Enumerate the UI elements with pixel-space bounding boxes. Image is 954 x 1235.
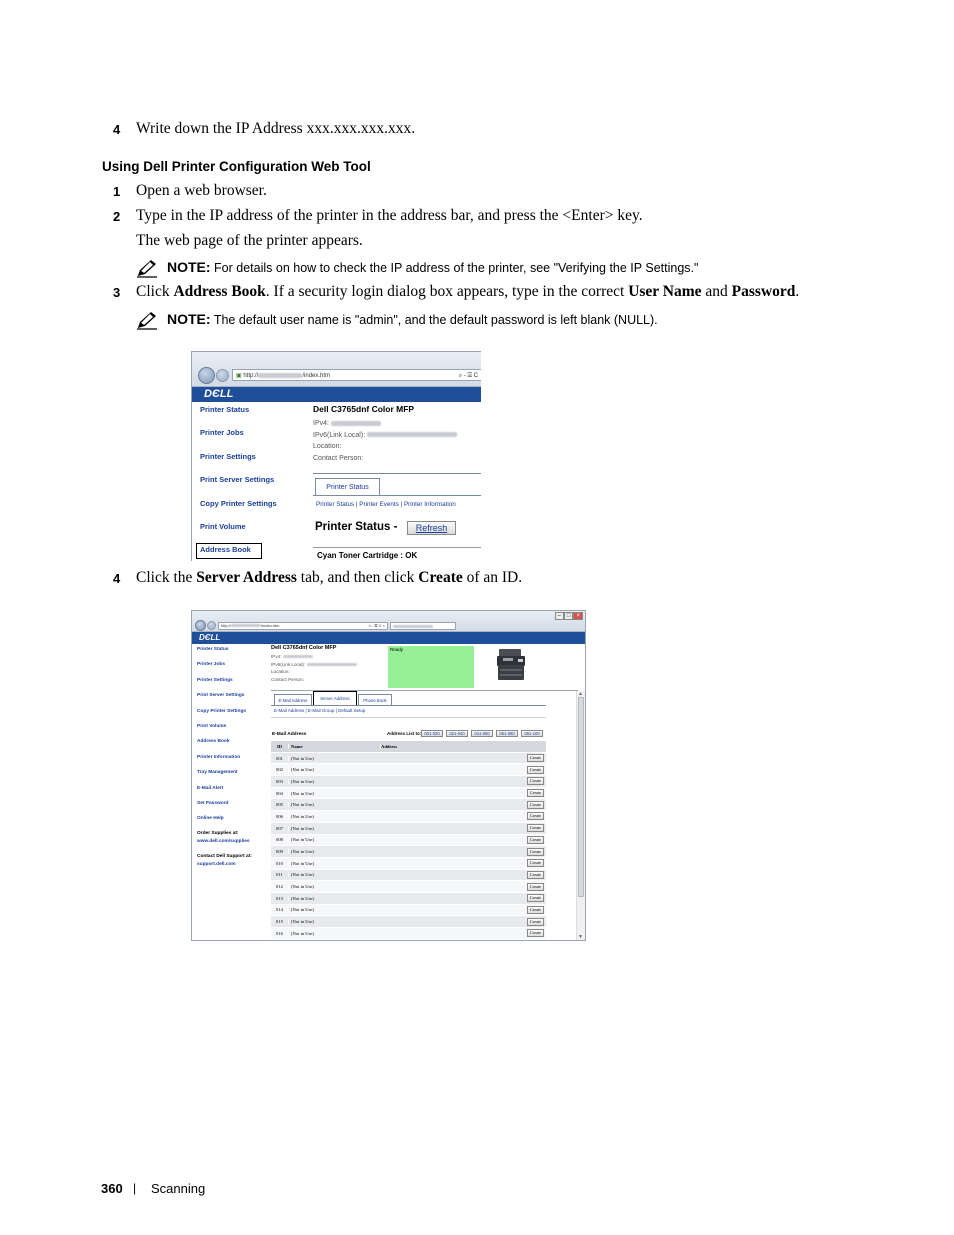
browser-toolbar xyxy=(192,611,585,632)
row-name: (Not in Use) xyxy=(288,896,380,901)
table-row xyxy=(271,905,546,917)
contact-support-link[interactable]: support.dell.com xyxy=(197,862,236,867)
table-row xyxy=(271,811,546,823)
table-body xyxy=(271,753,546,940)
row-id: 011 xyxy=(276,872,283,878)
sidebar-link[interactable]: Address Book xyxy=(197,739,230,745)
step-number: 4 xyxy=(113,571,121,586)
sidebar-link[interactable]: Print Volume xyxy=(197,724,227,729)
table-row xyxy=(271,823,546,835)
row-name: (Not in Use) xyxy=(288,861,380,866)
row-id: 014 xyxy=(276,907,283,913)
create-button[interactable]: Create xyxy=(527,836,544,844)
create-button[interactable]: Create xyxy=(527,871,544,879)
row-action xyxy=(488,777,546,785)
row-action xyxy=(488,929,546,937)
note xyxy=(167,311,658,327)
sidebar-link[interactable]: Copy Printer Settings xyxy=(200,499,277,508)
order-supplies-link[interactable]: www.dell.com/supplies xyxy=(197,839,250,844)
model-name: Dell C3765dnf Color MFP xyxy=(313,404,415,414)
footer-section: Scanning xyxy=(151,1181,206,1196)
blurred-ip xyxy=(258,373,302,378)
blurred-value xyxy=(307,663,357,666)
range-button[interactable]: 061-080 xyxy=(496,730,518,737)
step-text: Open a web browser. xyxy=(136,182,267,199)
scroll-down-icon[interactable]: ▼ xyxy=(578,934,583,940)
blurred-value xyxy=(331,421,381,426)
maximize-icon[interactable]: □ xyxy=(564,612,574,620)
sidebar-link[interactable]: Printer Status xyxy=(200,405,250,414)
create-button[interactable]: Create xyxy=(527,929,544,937)
sidebar-link[interactable]: Print Volume xyxy=(200,522,246,531)
text-run: and xyxy=(701,283,732,300)
create-button[interactable]: Create xyxy=(527,824,544,832)
status-panel: Ready xyxy=(388,646,474,688)
sidebar-link[interactable]: Printer Information xyxy=(197,754,241,760)
table-row xyxy=(271,846,546,858)
row-name: (Not in Use) xyxy=(288,849,380,854)
row-name: (Not in Use) xyxy=(288,907,380,912)
tab-printer-status[interactable]: Printer Status xyxy=(315,478,380,496)
printer-icon xyxy=(494,647,528,683)
table-row xyxy=(271,799,546,811)
row-id: 010 xyxy=(276,860,283,866)
address-book-highlight xyxy=(196,543,262,559)
address-bar[interactable] xyxy=(232,369,481,381)
ui-term: Address Book xyxy=(173,283,266,300)
row-action xyxy=(488,894,546,902)
sidebar-link[interactable]: Print Server Settings xyxy=(197,693,245,699)
create-button[interactable]: Create xyxy=(527,894,544,902)
url-suffix: /index.htm xyxy=(302,373,331,380)
row-id: 013 xyxy=(276,895,283,901)
step-text xyxy=(136,283,799,301)
forward-button[interactable] xyxy=(216,369,229,382)
row-action xyxy=(488,918,546,926)
step-text: Type in the IP address of the printer in the address bar, and press the <Enter> key. xyxy=(136,207,643,224)
text-run: of an ID. xyxy=(462,569,523,586)
section-heading: Using Dell Printer Configuration Web Tool xyxy=(102,159,371,174)
close-icon[interactable]: × xyxy=(573,612,583,620)
label: IPv6(Link Local): xyxy=(313,431,366,439)
text-run: tab, and then click xyxy=(296,569,419,586)
dell-logo: DЄLL xyxy=(192,632,585,644)
row-id: 004 xyxy=(276,790,283,796)
row-id: 005 xyxy=(276,802,283,808)
scrollbar[interactable] xyxy=(576,691,585,940)
sidebar-link[interactable]: Online Help xyxy=(197,816,224,822)
sidebar-link[interactable]: E-Mail Alert xyxy=(197,785,224,791)
back-button[interactable] xyxy=(198,367,215,384)
table-row xyxy=(271,858,546,870)
row-name: (Not in Use) xyxy=(288,791,380,796)
printer-info xyxy=(271,653,357,684)
table-row xyxy=(271,881,546,893)
scroll-up-icon[interactable]: ▲ xyxy=(578,691,583,697)
table-row xyxy=(271,753,546,765)
row-action xyxy=(488,848,546,856)
create-button[interactable]: Create xyxy=(527,754,544,762)
row-name: (Not in Use) xyxy=(288,779,380,784)
row-id: 007 xyxy=(276,825,283,831)
row-name: (Not in Use) xyxy=(288,826,380,831)
sidebar-link[interactable]: Copy Printer Settings xyxy=(197,708,247,714)
info-ipv6 xyxy=(313,430,457,442)
range-button[interactable]: 001-020 xyxy=(421,730,443,737)
url-tools[interactable]: ⌕ - ☒ C × xyxy=(368,623,385,628)
blurred-title xyxy=(393,625,433,628)
info-ipv4 xyxy=(271,653,357,661)
note-text: For details on how to check the IP address of the printer, see "Verifying the IP Settings." xyxy=(214,261,699,275)
cartridge-status: Cyan Toner Cartridge : OK xyxy=(317,551,418,560)
row-action xyxy=(488,754,546,762)
address-list-label: Address List to: xyxy=(387,731,422,736)
page-number: 360 xyxy=(101,1181,123,1196)
note-label: NOTE: xyxy=(167,311,211,327)
sidebar-link[interactable]: Printer Jobs xyxy=(197,662,225,668)
sidebar-link[interactable]: Tray Management xyxy=(197,770,238,776)
table-row xyxy=(271,928,546,940)
step-number: 4 xyxy=(113,122,121,137)
info-location: Location: xyxy=(271,669,290,675)
text-run: Click the xyxy=(136,569,197,586)
row-action xyxy=(488,824,546,832)
row-id: 016 xyxy=(276,930,283,936)
range-button[interactable]: 081-100 xyxy=(521,730,543,737)
ui-term: Create xyxy=(418,569,463,586)
info-ipv4 xyxy=(313,418,457,430)
create-button[interactable]: Create xyxy=(527,812,544,820)
sidebar-link[interactable]: Printer Settings xyxy=(200,452,256,461)
info-contact: Contact Person: xyxy=(313,454,364,462)
sidebar-link[interactable]: Printer Status xyxy=(197,647,229,652)
divider xyxy=(313,473,481,474)
create-button[interactable]: Create xyxy=(527,801,544,809)
note-text: The default user name is "admin", and the default password is left blank (NULL). xyxy=(213,313,658,327)
row-id: 001 xyxy=(276,755,283,761)
browser-tab[interactable] xyxy=(390,622,456,630)
row-action xyxy=(488,883,546,891)
tab-server-address[interactable]: Server Address xyxy=(313,691,357,705)
table-header xyxy=(271,741,546,753)
row-id: 015 xyxy=(276,919,283,925)
info-ipv6 xyxy=(271,661,357,669)
row-action xyxy=(488,801,546,809)
sub-links[interactable]: E-Mail Address | E-Mail Group | Default Setup xyxy=(274,708,366,713)
footer-separator: | xyxy=(133,1181,137,1195)
sidebar-link[interactable]: Printer Settings xyxy=(197,677,233,683)
row-action xyxy=(488,812,546,820)
create-button[interactable]: Create xyxy=(527,848,544,856)
row-id: 003 xyxy=(276,778,283,784)
col-address: Address xyxy=(380,744,488,749)
blurred-value xyxy=(367,432,457,437)
col-id: ID xyxy=(276,743,283,749)
row-name: (Not in Use) xyxy=(288,756,380,761)
row-name: (Not in Use) xyxy=(288,931,380,936)
table-row xyxy=(271,916,546,928)
tab-phone-book[interactable]: Phone Book xyxy=(358,694,392,705)
tab-baseline xyxy=(313,495,481,496)
sidebar-link[interactable]: Print Server Settings xyxy=(200,475,275,484)
row-name: (Not in Use) xyxy=(288,837,380,842)
note-label: NOTE: xyxy=(167,259,211,275)
create-button[interactable]: Create xyxy=(527,906,544,914)
dell-logo: DЄLL xyxy=(192,387,481,402)
step-subtext: The web page of the printer appears. xyxy=(136,232,363,249)
browser-screenshot-address-book xyxy=(191,351,481,561)
step-number: 1 xyxy=(113,184,121,199)
create-button[interactable]: Create xyxy=(527,789,544,797)
table-title: E-Mail Address xyxy=(272,732,307,737)
create-button[interactable]: Create xyxy=(527,777,544,785)
sidebar-link[interactable]: Printer Jobs xyxy=(200,428,244,437)
ui-term: Server Address xyxy=(196,569,297,586)
browser-toolbar xyxy=(192,352,481,387)
step-text: Write down the IP Address xxx.xxx.xxx.xxx. xyxy=(136,120,416,137)
email-address-table xyxy=(271,741,546,940)
tab-baseline xyxy=(271,705,546,706)
row-id: 006 xyxy=(276,813,283,819)
row-name: (Not in Use) xyxy=(288,802,380,807)
ui-term: Password xyxy=(731,283,796,300)
step-text xyxy=(136,569,522,587)
blurred-ip xyxy=(231,624,261,627)
info-contact: Contact Person: xyxy=(271,677,304,683)
col-name: Name xyxy=(288,744,380,749)
note xyxy=(167,259,698,275)
note-pencil-icon xyxy=(136,310,158,330)
row-id: 012 xyxy=(276,884,283,890)
create-button[interactable]: Create xyxy=(527,766,544,774)
printer-info xyxy=(313,418,457,464)
model-name: Dell C3765dnf Color MFP xyxy=(271,645,337,651)
text-run: . xyxy=(795,283,800,300)
range-button[interactable]: 021-040 xyxy=(446,730,468,737)
label: IPv4: xyxy=(313,420,329,427)
blurred-value xyxy=(283,655,313,658)
label: IPv4: xyxy=(271,654,282,659)
back-button[interactable] xyxy=(195,620,206,631)
divider xyxy=(313,547,481,548)
table-row xyxy=(271,776,546,788)
refresh-button[interactable]: Refresh xyxy=(407,521,456,535)
row-name: (Not in Use) xyxy=(288,814,380,819)
info-location: Location: xyxy=(313,443,342,450)
text-run: . If a security login dialog box appears, type in the correct xyxy=(265,283,629,300)
order-supplies-label: Order Supplies at: xyxy=(197,831,239,836)
create-button[interactable]: Create xyxy=(527,859,544,867)
row-action xyxy=(488,906,546,914)
window-controls[interactable] xyxy=(555,613,583,619)
text-run: Click xyxy=(136,283,174,300)
tab-email-address[interactable]: E-Mail Address xyxy=(274,694,312,705)
create-button[interactable]: Create xyxy=(527,883,544,891)
scrollbar-thumb[interactable] xyxy=(578,697,584,897)
row-name: (Not in Use) xyxy=(288,767,380,772)
table-row xyxy=(271,870,546,882)
url-suffix: /index.htm xyxy=(261,623,280,628)
step-number: 2 xyxy=(113,209,121,224)
url-prefix: http:// xyxy=(243,373,259,380)
page-icon: ▣ xyxy=(236,373,242,380)
label: IPv6(Link Local): xyxy=(271,661,306,667)
ui-term: User Name xyxy=(628,283,702,300)
table-row xyxy=(271,893,546,905)
row-action xyxy=(488,766,546,774)
row-id: 009 xyxy=(276,849,283,855)
row-name: (Not in Use) xyxy=(288,884,380,889)
step-number: 3 xyxy=(113,285,121,300)
sub-links[interactable]: Printer Status | Printer Events | Printer Information xyxy=(316,501,456,508)
row-id: 008 xyxy=(276,837,283,843)
row-action xyxy=(488,836,546,844)
table-row xyxy=(271,788,546,800)
forward-button[interactable] xyxy=(207,621,216,630)
table-row xyxy=(271,764,546,776)
row-action xyxy=(488,871,546,879)
range-button[interactable]: 041-060 xyxy=(471,730,493,737)
minimize-icon[interactable]: – xyxy=(555,612,564,620)
row-name: (Not in Use) xyxy=(288,919,380,924)
row-action xyxy=(488,859,546,867)
create-button[interactable]: Create xyxy=(527,918,544,926)
row-name: (Not in Use) xyxy=(288,872,380,877)
contact-support-label: Contact Dell Support at: xyxy=(197,854,252,859)
status-title: Printer Status - xyxy=(315,521,398,533)
address-bar[interactable] xyxy=(218,622,388,630)
sidebar-link[interactable]: Set Password xyxy=(197,801,229,806)
sidebar-link[interactable]: Address Book xyxy=(200,545,251,554)
row-action xyxy=(488,789,546,797)
divider xyxy=(271,717,546,718)
url-tools[interactable]: ⌕ - ☒ C xyxy=(458,373,478,379)
row-id: 002 xyxy=(276,767,283,773)
table-row xyxy=(271,835,546,847)
url-prefix: http:// xyxy=(221,623,232,628)
note-pencil-icon xyxy=(136,258,158,278)
